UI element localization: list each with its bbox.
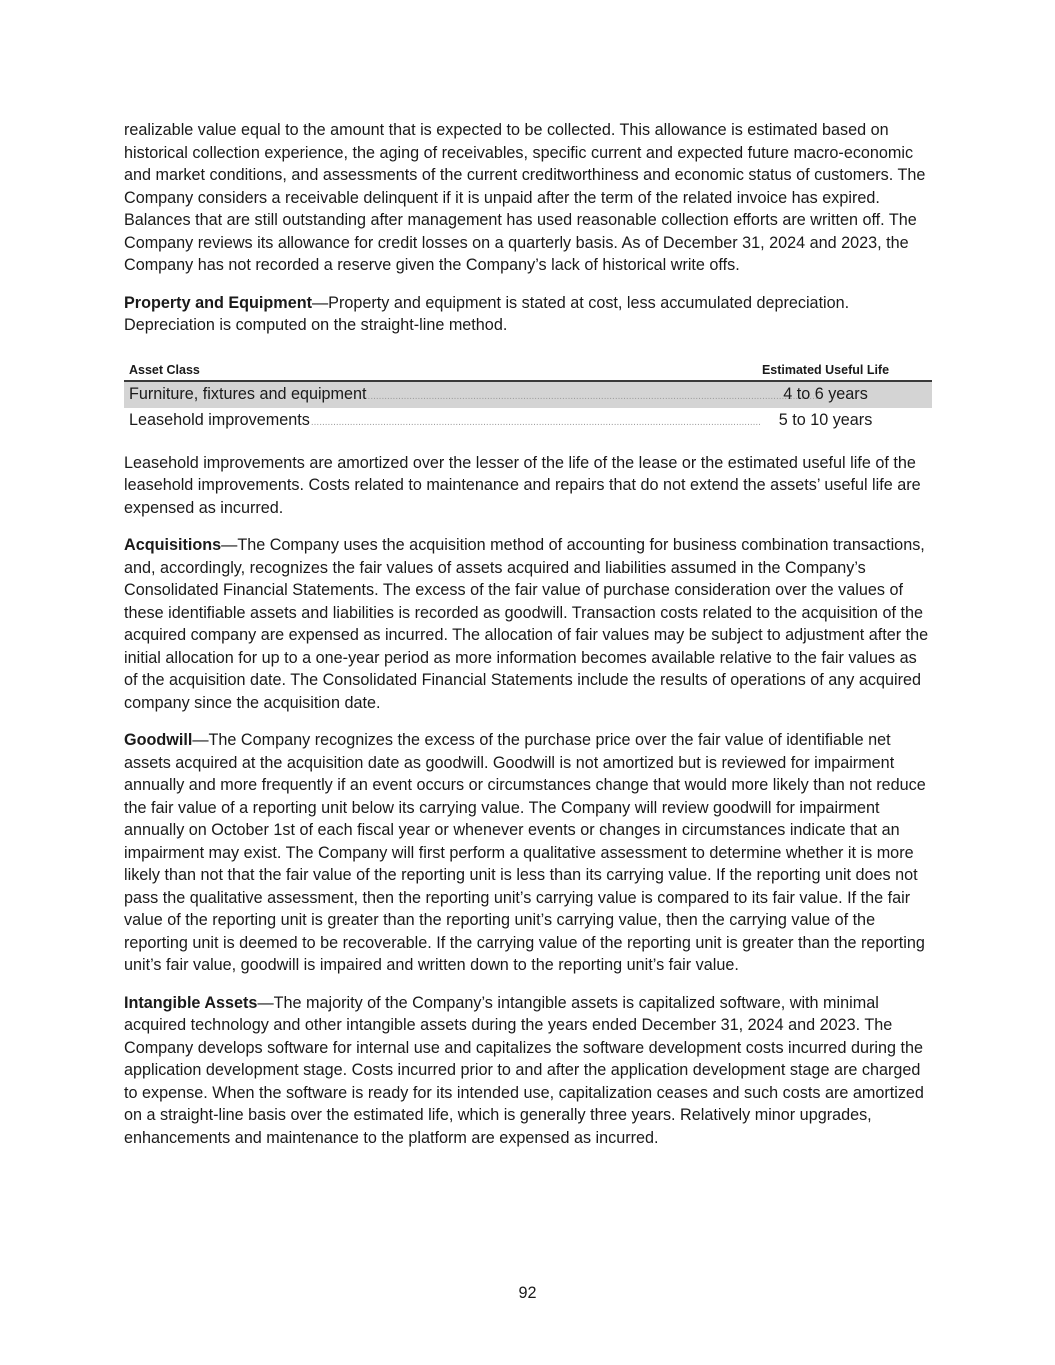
acquisitions-heading: Acquisitions — [124, 536, 222, 554]
acquisitions-paragraph — [124, 534, 932, 714]
useful-life-header: Estimated Useful Life — [719, 363, 932, 381]
asset-class-value: Furniture, fixtures and equipment — [129, 385, 367, 403]
dot-leader: .................................................................................................................................................................. — [310, 417, 761, 428]
asset-class-cell — [124, 408, 761, 434]
leasehold-paragraph — [124, 452, 932, 520]
table-row — [124, 381, 932, 408]
asset-class-value: Leasehold improvements — [129, 411, 310, 429]
allowance-text: realizable value equal to the amount that is expected to be collected. This allowance is estimated based on historical collection experience, the aging of receivables, specific current and expected future macro-economic and market conditions, and assessments of the current creditworthiness and economic status of customers. The Company considers a receivable delinquent if it is unpaid after the term of the related invoice has expired. Balances that are still outstanding after management has used reasonable collection efforts are written off. The Company reviews its allowance for credit losses on a quarterly basis. As of December 31, 2024 and 2023, the Company has not recorded a reserve given the Company’s lack of historical write offs. — [124, 121, 926, 274]
table-row — [124, 408, 932, 434]
property-equipment-text: —Property and equipment is stated at cost, less accumulated depreciation. Depreciation is computed on the straight-line method. — [124, 293, 850, 334]
intangible-assets-text: —The majority of the Company’s intangible assets is capitalized software, with minimal acquired technology and other intangible assets during the years ended December 31, 2024 and 2023. The Company develops software for internal use and capitalizes the software development costs incurred during the application development stage. Costs incurred prior to and after the application development stage are charged to expense. When the software is ready for its intended use, capitalization ceases and such costs are amortized on a straight-line basis over the estimated life, which is generally three years. Relatively minor upgrades, enhancements and maintenance to the platform are expensed as incurred. — [124, 993, 924, 1147]
page-number: 92 — [518, 1284, 537, 1302]
acquisitions-text: —The Company uses the acquisition method of accounting for business combination transactions, and, accordingly, recognizes the fair values of assets acquired and liabilities assumed in the Company’s Consolidated Financial Statements. The excess of the fair value of purchase consideration over the values of these identifiable assets and liabilities is recorded as goodwill. Transaction costs related to the acquisition of the acquired company are expensed as incurred. The allocation of fair values may be subject to adjustment after the initial allocation for up to a one-year period as more information becomes available relative to the fair values as of the acquisition date. The Consolidated Financial Statements include the results of operations of any acquired company since the acquisition date. — [124, 536, 929, 712]
useful-life-cell: 5 to 10 years — [778, 411, 873, 429]
useful-life-cell: 4 to 6 years — [719, 381, 932, 408]
asset-useful-life-table — [124, 363, 932, 434]
dot-leader: .................................................................................................................................................................. — [367, 391, 818, 402]
goodwill-text: —The Company recognizes the excess of the purchase price over the fair value of identifiable net assets acquired at the acquisition date as goodwill. Goodwill is not amortized but is reviewed for impairment annually and more frequently if an event occurs or circumstances change that would more likely than not reduce the fair value of a reporting unit below its carrying value. The Company will review goodwill for impairment annually on October 1st of each fiscal year or whenever events or changes in circumstances indicate that an impairment may exist. The Company will first perform a qualitative assessment to determine whether it is more likely than not that the fair value of the reporting unit is less than its carrying value. If the reporting unit does not pass the qualitative assessment, then the reporting unit’s carrying value is compared to its fair value. If the fair value of the reporting unit is greater than the reporting unit’s carrying value, then the carrying value of the reporting unit is deemed to be recoverable. If the carrying value of the reporting unit is greater than the reporting unit’s fair value, goodwill is impaired and written down to the reporting unit’s fair value. — [124, 731, 926, 974]
table-header-row — [124, 363, 932, 381]
asset-class-cell — [124, 381, 818, 408]
intangible-assets-heading: Intangible Assets — [124, 993, 258, 1012]
property-equipment-paragraph — [124, 292, 932, 337]
leasehold-text: Leasehold improvements are amortized over the lesser of the life of the lease or the estimated useful life of the leasehold improvements. Costs related to maintenance and repairs that do not extend the assets’ useful life are expensed as incurred. — [124, 453, 921, 517]
allowance-paragraph — [124, 119, 932, 277]
goodwill-paragraph — [124, 729, 932, 977]
asset-class-header: Asset Class — [124, 363, 719, 381]
intangible-assets-paragraph — [124, 992, 932, 1150]
property-equipment-heading: Property and Equipment — [124, 293, 312, 312]
document-page — [124, 119, 932, 1164]
goodwill-heading: Goodwill — [124, 731, 193, 749]
